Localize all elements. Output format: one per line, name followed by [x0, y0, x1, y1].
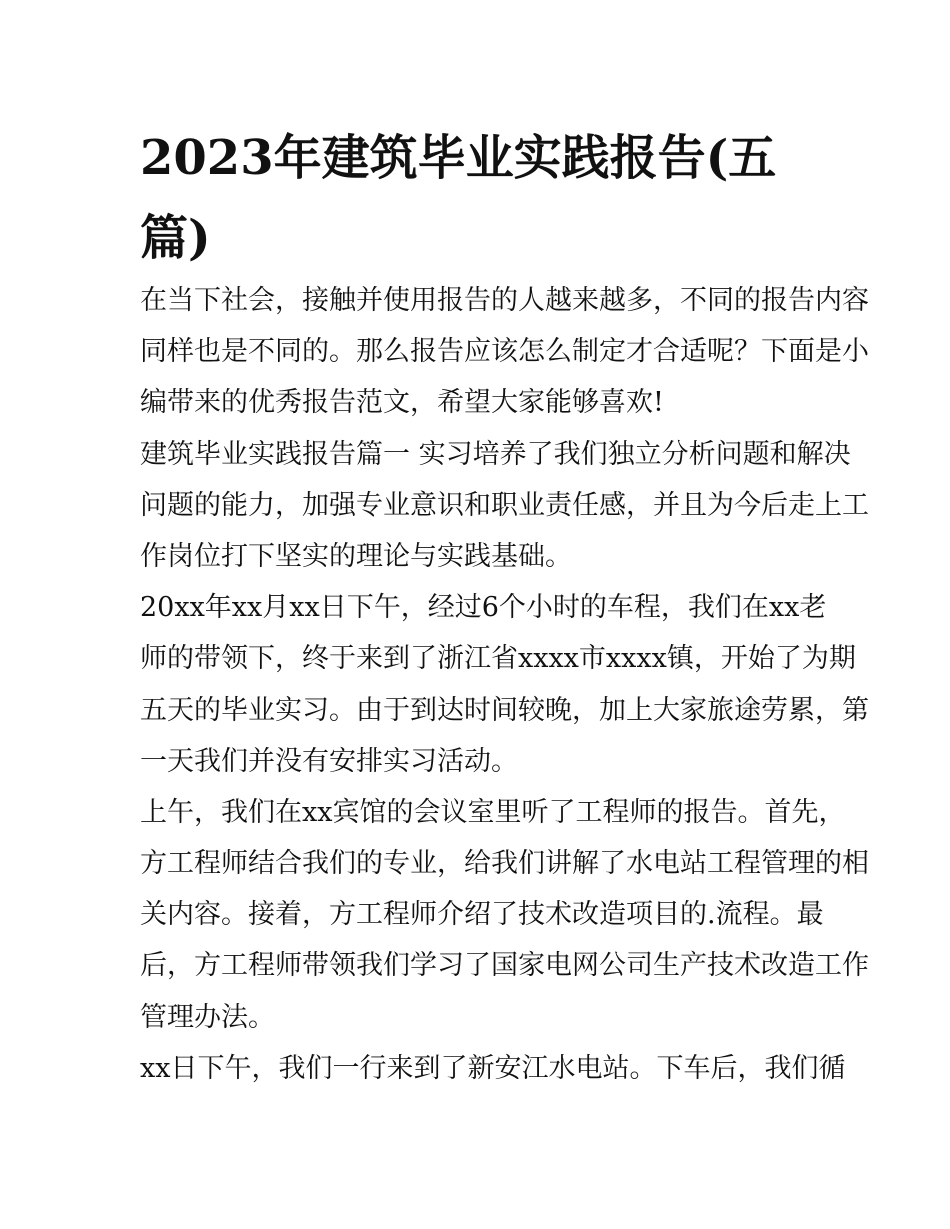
body-line: 上午，我们在xx宾馆的会议室里听了工程师的报告。首先， — [140, 796, 846, 828]
body-line: 作岗位打下坚实的理论与实践基础。 — [140, 540, 572, 572]
body-line: 在当下社会，接触并使用报告的人越来越多，不同的报告内容 — [140, 285, 869, 316]
document-body — [140, 275, 869, 1094]
body-line: 师的带领下，终于来到了浙江省xxxx市xxxx镇，开始了为期 — [140, 643, 856, 675]
document-title — [140, 118, 776, 278]
title-line: 2023年建筑毕业实践报告(五 — [140, 130, 777, 186]
body-line: 问题的能力，加强专业意识和职业责任感，并且为今后走上工 — [140, 489, 869, 521]
body-line: 方工程师结合我们的专业，给我们讲解了水电站工程管理的相 — [140, 848, 869, 880]
body-line: 20xx年xx月xx日下午，经过6个小时的车程，我们在xx老 — [140, 592, 827, 624]
body-line: 建筑毕业实践报告篇一 实习培养了我们独立分析问题和解决 — [140, 438, 851, 470]
title-line: 篇) — [140, 210, 211, 266]
body-line: 一天我们并没有安排实习活动。 — [140, 745, 518, 777]
body-line: 编带来的优秀报告范文，希望大家能够喜欢! — [140, 387, 664, 419]
body-line: 同样也是不同的。那么报告应该怎么制定才合适呢？下面是小 — [140, 336, 869, 368]
body-line: 关内容。接着，方工程师介绍了技术改造项目的.流程。最 — [140, 899, 824, 931]
body-line: 后，方工程师带领我们学习了国家电网公司生产技术改造工作 — [140, 950, 869, 982]
body-line: 管理办法。 — [140, 1001, 275, 1033]
body-line: 五天的毕业实习。由于到达时间较晚，加上大家旅途劳累，第 — [140, 694, 869, 726]
body-line: xx日下午，我们一行来到了新安江水电站。下车后，我们循 — [140, 1052, 846, 1084]
